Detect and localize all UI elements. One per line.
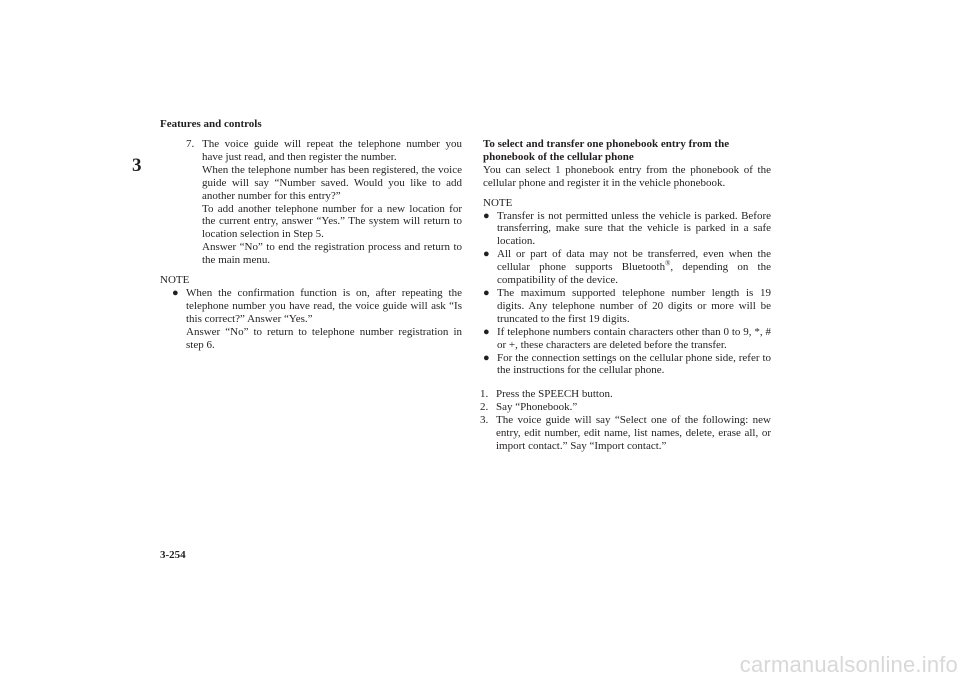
- step-text: Say “Phonebook.”: [496, 401, 578, 414]
- step-number: 3.: [480, 414, 489, 427]
- bullet-icon: ●: [483, 248, 490, 261]
- section-heading: To select and transfer one phonebook entry from the phonebook of the cellular phone: [483, 138, 730, 163]
- bullet-icon: ●: [483, 325, 490, 338]
- intro-text: You can select 1 phonebook entry from the phonebook of the cellular phone and register it in the vehicle phonebook.: [483, 163, 771, 189]
- bullet-text: If telephone numbers contain characters other than 0 to 9, *, # or +, these characters are deleted before the transfer.: [497, 325, 771, 351]
- bullet-icon: ●: [483, 209, 490, 222]
- page-number: 3-254: [160, 549, 186, 561]
- bullet-icon: ●: [172, 286, 179, 299]
- note-bullet: [483, 326, 771, 352]
- step-3: [480, 414, 771, 453]
- note-label: NOTE: [160, 274, 190, 287]
- step-1: [480, 388, 771, 401]
- step-text: When the telephone number has been registered, the voice guide will say “Number saved. Would you like to add another number for this entry?”: [202, 163, 462, 202]
- note-label: NOTE: [483, 196, 513, 209]
- step-text: Press the SPEECH button.: [496, 388, 613, 401]
- note-bullet: [483, 352, 771, 378]
- bullet-text: The maximum supported telephone number length is 19 digits. Any telephone number of 20 digits or more will be truncated to the first 19 digits.: [497, 286, 771, 325]
- step-body: [202, 138, 462, 267]
- watermark: carmanualsonline.info: [739, 652, 958, 677]
- step-2: [480, 401, 771, 414]
- running-header: Features and controls: [160, 118, 262, 130]
- step-number: 2.: [480, 401, 489, 414]
- note-block: [483, 197, 771, 378]
- bullet-icon: ●: [483, 286, 490, 299]
- bullet-line: Answer “No” to return to telephone number registration in step 6.: [186, 325, 462, 351]
- note-bullet: [483, 248, 771, 287]
- step-text: The voice guide will repeat the telephone number you have just read, and then register the number.: [202, 138, 462, 163]
- step-number: 1.: [480, 388, 489, 401]
- step-number: 7.: [186, 138, 195, 150]
- step-7: [186, 138, 462, 267]
- procedure-steps: [480, 388, 771, 453]
- step-text: To add another telephone number for a new location for the current entry, answer “Yes.” The system will return to location selection in Step 5.: [202, 202, 462, 241]
- step-text: Answer “No” to end the registration process and return to the main menu.: [202, 241, 462, 267]
- right-column: [480, 138, 771, 453]
- step-text: The voice guide will say “Select one of the following: new entry, edit number, edit name, list names, delete, erase all, or import contact.” Say “Import contact.”: [496, 414, 771, 452]
- bullet-text-part: , depending on the compatibility of the device.: [497, 261, 771, 287]
- note-bullet: [483, 210, 771, 249]
- bullet-line: When the confirmation function is on, after repeating the telephone number you have read, the voice guide will ask “Is this correct?” Answer “Yes.”: [186, 286, 462, 325]
- bullet-text: For the connection settings on the cellular phone side, refer to the instructions for the cellular phone.: [497, 351, 771, 377]
- bullet-text: Transfer is not permitted unless the vehicle is parked. Before transferring, make sure that the vehicle is parked in a safe location.: [497, 209, 771, 248]
- note-bullet: [172, 287, 462, 352]
- section-tab: 3: [132, 155, 142, 176]
- note-block: [160, 274, 462, 351]
- note-bullet: [483, 287, 771, 326]
- bullet-text: [497, 248, 771, 287]
- bullet-text-part: All or part of data may not be transferred, even when the cellular phone supports Bluetooth: [497, 248, 771, 274]
- bullet-text: [186, 287, 462, 352]
- registered-mark: ®: [665, 259, 671, 268]
- left-column: [160, 138, 462, 352]
- bullet-icon: ●: [483, 351, 490, 364]
